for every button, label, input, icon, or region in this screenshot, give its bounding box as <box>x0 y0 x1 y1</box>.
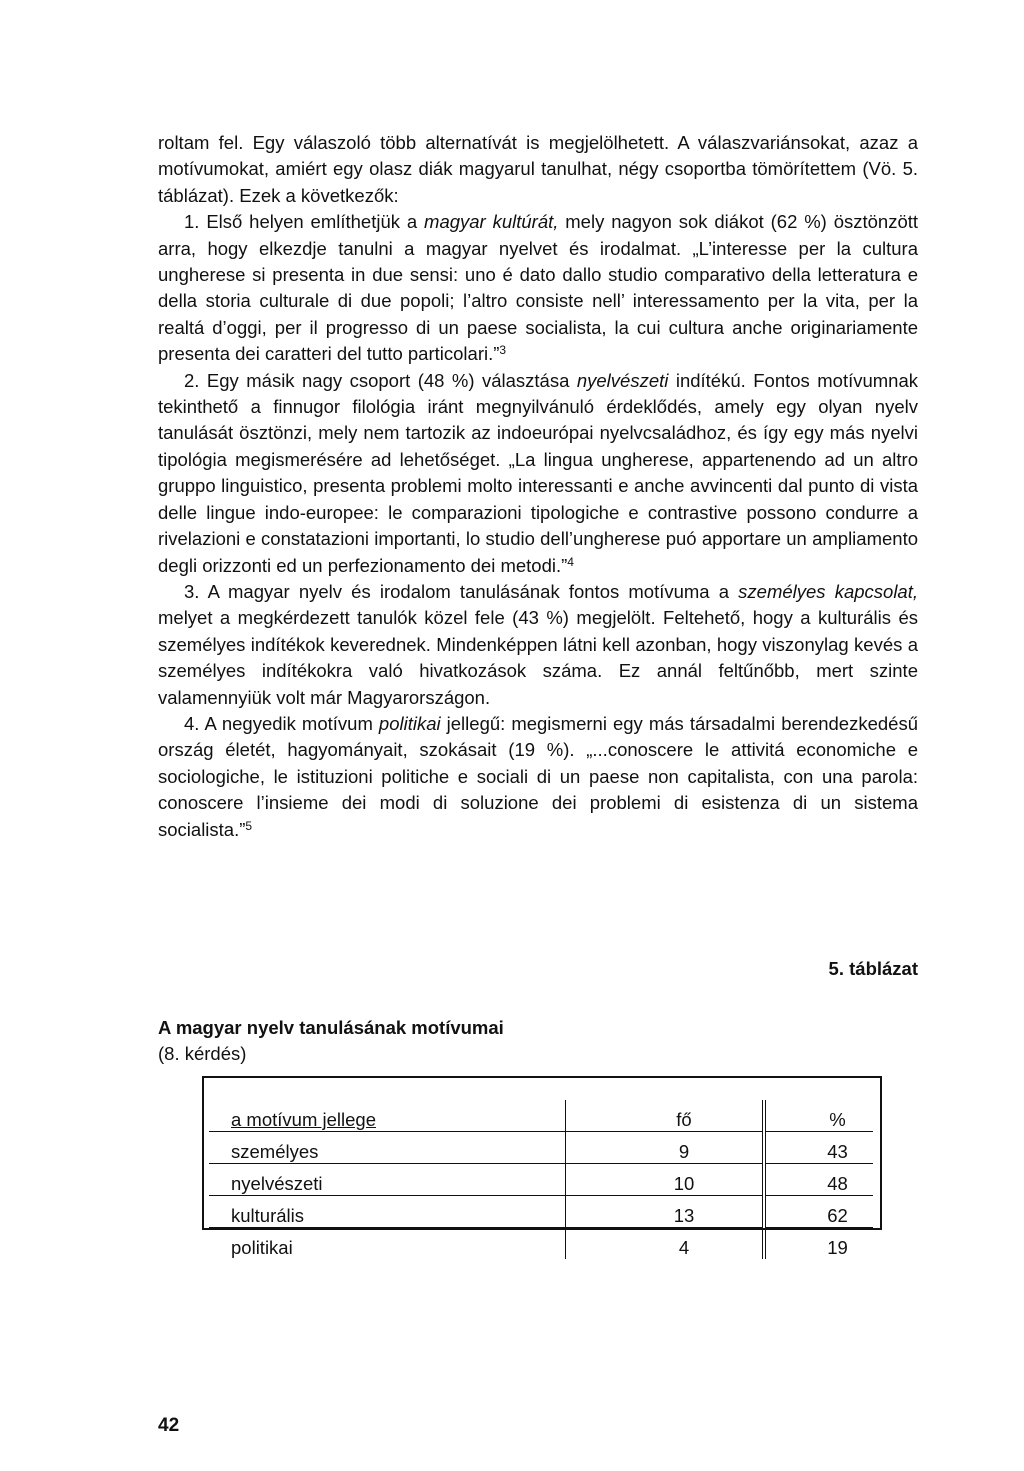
header-count: fő <box>566 1100 765 1132</box>
item-number: 2. <box>184 369 200 391</box>
emphasis: személyes kapcsolat, <box>738 580 918 602</box>
cell-percent: 19 <box>764 1228 873 1260</box>
header-percent: % <box>764 1100 873 1132</box>
table-label: 5. táblázat <box>828 958 918 979</box>
page-number: 42 <box>158 1415 180 1436</box>
cell-motive: személyes <box>209 1132 566 1164</box>
cell-percent: 43 <box>764 1132 873 1164</box>
cell-count: 10 <box>566 1164 765 1196</box>
item-number: 1. <box>184 211 200 233</box>
paragraph-intro: roltam fel. Egy válaszoló több alternatívát is megjelölhetett. A válaszvariánsokat, azaz a motívumokat, amiért egy olasz diák magyarul tanulhat, négy csoportba tömörítettem (Vö. 5. táblázat). Ezek a következők: <box>158 132 918 206</box>
cell-motive: politikai <box>209 1228 566 1260</box>
emphasis: magyar kultúrát, <box>424 211 559 233</box>
cell-motive: nyelvészeti <box>209 1164 566 1196</box>
table-row <box>209 1228 873 1260</box>
footnote-ref: 3 <box>499 343 507 358</box>
page <box>158 130 919 1436</box>
header-motive-type: a motívum jellege <box>209 1100 566 1132</box>
table-header-row <box>209 1100 873 1132</box>
cell-motive: kulturális <box>209 1196 566 1228</box>
paragraph-1: 1. Első helyen említhetjük a magyar kultúrát, mely nagyon sok diákot (62 %) ösztönzött arra, hogy elkezdje tanulni a magyar nyelvet és irodalmat. „L’interesse per la cultura ungherese si presenta in due sensi: uno é dato dallo studio comparativo della letteratura e della storia culturale di due popoli; l’altro consiste nell’ interessamento per la vita, per la realtá d’oggi, per il progresso di un paese socialista, la cui cultura anche originariamente presenta dei caratteri del tutto particolari.”$^3$ <box>158 211 919 365</box>
table-subtitle: (8. kérdés) <box>158 1043 247 1064</box>
footnote-ref: 5 <box>245 818 253 833</box>
cell-count: 13 <box>566 1196 765 1228</box>
table-row <box>209 1164 873 1196</box>
table-frame <box>202 1076 882 1258</box>
emphasis: nyelvészeti <box>576 369 669 391</box>
motive-table <box>209 1100 873 1259</box>
table-title: A magyar nyelv tanulásának motívumai <box>158 1017 504 1038</box>
cell-percent: 62 <box>764 1196 873 1228</box>
item-number: 4. <box>184 712 200 734</box>
cell-count: 4 <box>566 1228 765 1260</box>
table-row <box>209 1132 873 1164</box>
paragraph-4: 4. A negyedik motívum politikai jellegű: megismerni egy más társadalmi berendezkedésű ország életét, hagyományait, szokásait (19 %). „...conoscere le attivitá economiche e sociologiche, le istituzioni politiche e sociali di un paese non capitalista, con una parola: conoscere l’insieme dei modi di soluzione dei problemi di esistenza di un sistema socialista.”$^5$ <box>158 712 919 840</box>
emphasis: politikai <box>378 712 441 734</box>
table-row <box>209 1196 873 1228</box>
footnote-ref: 4 <box>567 554 574 569</box>
body-text <box>158 130 918 843</box>
table-caption <box>158 1015 504 1067</box>
paragraph-2: 2. Egy másik nagy csoport (48 %) választása nyelvészeti indítékú. Fontos motívumnak tekinthető a finnugor filológia iránt megnyilvánuló érdeklődés, amely egy olyan nyelv tanulását ösztönzi, mely nem tartozik az indoeurópai nyelvcsaládhoz, és így egy más nyelvi tipológia megismerésére ad lehetőséget. „La lingua ungherese, appartenendo ad un altro gruppo linguistico, presenta problemi molto interessanti e anche avvincenti dal punto di vista delle lingue indo-europee: le comparazioni tipologiche e contrastive possono condurre a rivelazioni e constatazioni importanti, lo studio dell’ungherese puó apportare un ampliamento degli orizzonti ed un perfezionamento dei metodi.”$^4$ <box>158 369 919 576</box>
cell-percent: 48 <box>764 1164 873 1196</box>
paragraph-3: 3. A magyar nyelv és irodalom tanulásának fontos motívuma a személyes kapcsolat, melyet a megkérdezett tanulók közel fele (43 %) megjelölt. Feltehető, hogy a kulturális és személyes indítékok keverednek. Mindenképpen látni kell azonban, hogy viszonylag kevés a személyes indítékokra való hivatkozások száma. Ez annál feltűnőbb, mert szinte valamennyiük volt már Magyarországon. <box>158 580 918 708</box>
item-number: 3. <box>184 580 200 602</box>
cell-count: 9 <box>566 1132 765 1164</box>
